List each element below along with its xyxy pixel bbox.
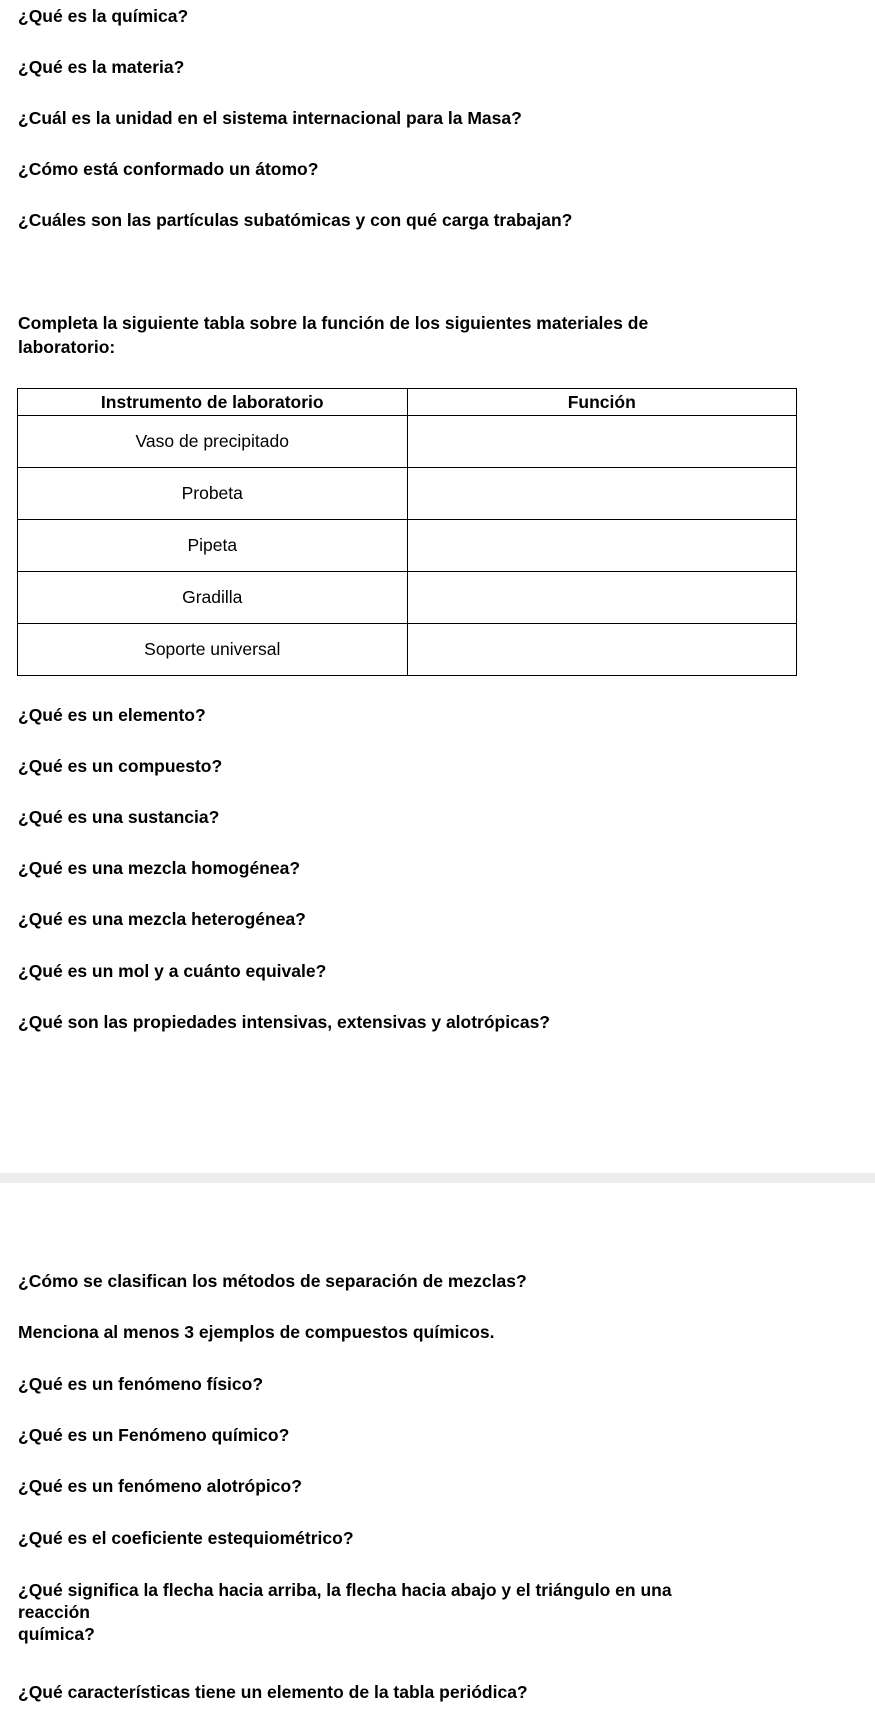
question-si-mass-unit: ¿Cuál es la unidad en el sistema internacional para la Masa? (18, 108, 522, 128)
instrument-cell: Pipeta (18, 520, 408, 572)
question-properties: ¿Qué son las propiedades intensivas, extensivas y alotrópicas? (18, 1012, 550, 1032)
question-periodic-element: ¿Qué características tiene un elemento de la tabla periódica? (18, 1682, 528, 1702)
table-row (18, 624, 797, 676)
function-cell[interactable] (407, 520, 797, 572)
question-heterogeneous-mixture: ¿Qué es una mezcla heterogénea? (18, 909, 306, 929)
header-instrument: Instrumento de laboratorio (18, 389, 408, 416)
question-compound: ¿Qué es un compuesto? (18, 756, 223, 776)
question-stoichiometric-coefficient: ¿Qué es el coeficiente estequiométrico? (18, 1528, 354, 1548)
function-cell[interactable] (407, 624, 797, 676)
question-separation-methods: ¿Cómo se clasifican los métodos de separación de mezclas? (18, 1271, 527, 1291)
question-reaction-symbols-line: reacción (18, 1602, 90, 1622)
question-physical-phenomenon: ¿Qué es un fenómeno físico? (18, 1374, 264, 1394)
function-cell[interactable] (407, 572, 797, 624)
question-matter: ¿Qué es la materia? (18, 57, 185, 77)
instrument-cell: Gradilla (18, 572, 408, 624)
table-row (18, 416, 797, 468)
question-reaction-symbols-line: ¿Qué significa la flecha hacia arriba, la flecha hacia abajo y el triángulo en una (18, 1580, 672, 1600)
instrument-cell: Vaso de precipitado (18, 416, 408, 468)
function-cell[interactable] (407, 416, 797, 468)
table-instructions: Completa la siguiente tabla sobre la función de los siguientes materiales de laboratorio: (18, 313, 649, 357)
question-chemical-phenomenon: ¿Qué es un Fenómeno químico? (18, 1425, 290, 1445)
header-function: Función (407, 389, 797, 416)
question-reaction-symbols (18, 1579, 672, 1645)
question-subatomic-particles: ¿Cuáles son las partículas subatómicas y con qué carga trabajan? (18, 210, 573, 230)
table-row (18, 572, 797, 624)
table-row (18, 520, 797, 572)
question-compound-examples: Menciona al menos 3 ejemplos de compuestos químicos. (18, 1322, 495, 1342)
question-chemistry: ¿Qué es la química? (18, 6, 189, 26)
question-reaction-symbols-line: química? (18, 1624, 95, 1644)
table-row (18, 468, 797, 520)
page-separator (0, 1173, 875, 1183)
question-element: ¿Qué es un elemento? (18, 705, 206, 725)
function-cell[interactable] (407, 468, 797, 520)
question-homogeneous-mixture: ¿Qué es una mezcla homogénea? (18, 858, 301, 878)
question-mole: ¿Qué es un mol y a cuánto equivale? (18, 961, 327, 981)
lab-instruments-table (17, 388, 797, 676)
table-header-row (18, 389, 797, 416)
question-atom-structure: ¿Cómo está conformado un átomo? (18, 159, 319, 179)
question-allotropic-phenomenon: ¿Qué es un fenómeno alotrópico? (18, 1476, 302, 1496)
instrument-cell: Probeta (18, 468, 408, 520)
instrument-cell: Soporte universal (18, 624, 408, 676)
question-substance: ¿Qué es una sustancia? (18, 807, 220, 827)
